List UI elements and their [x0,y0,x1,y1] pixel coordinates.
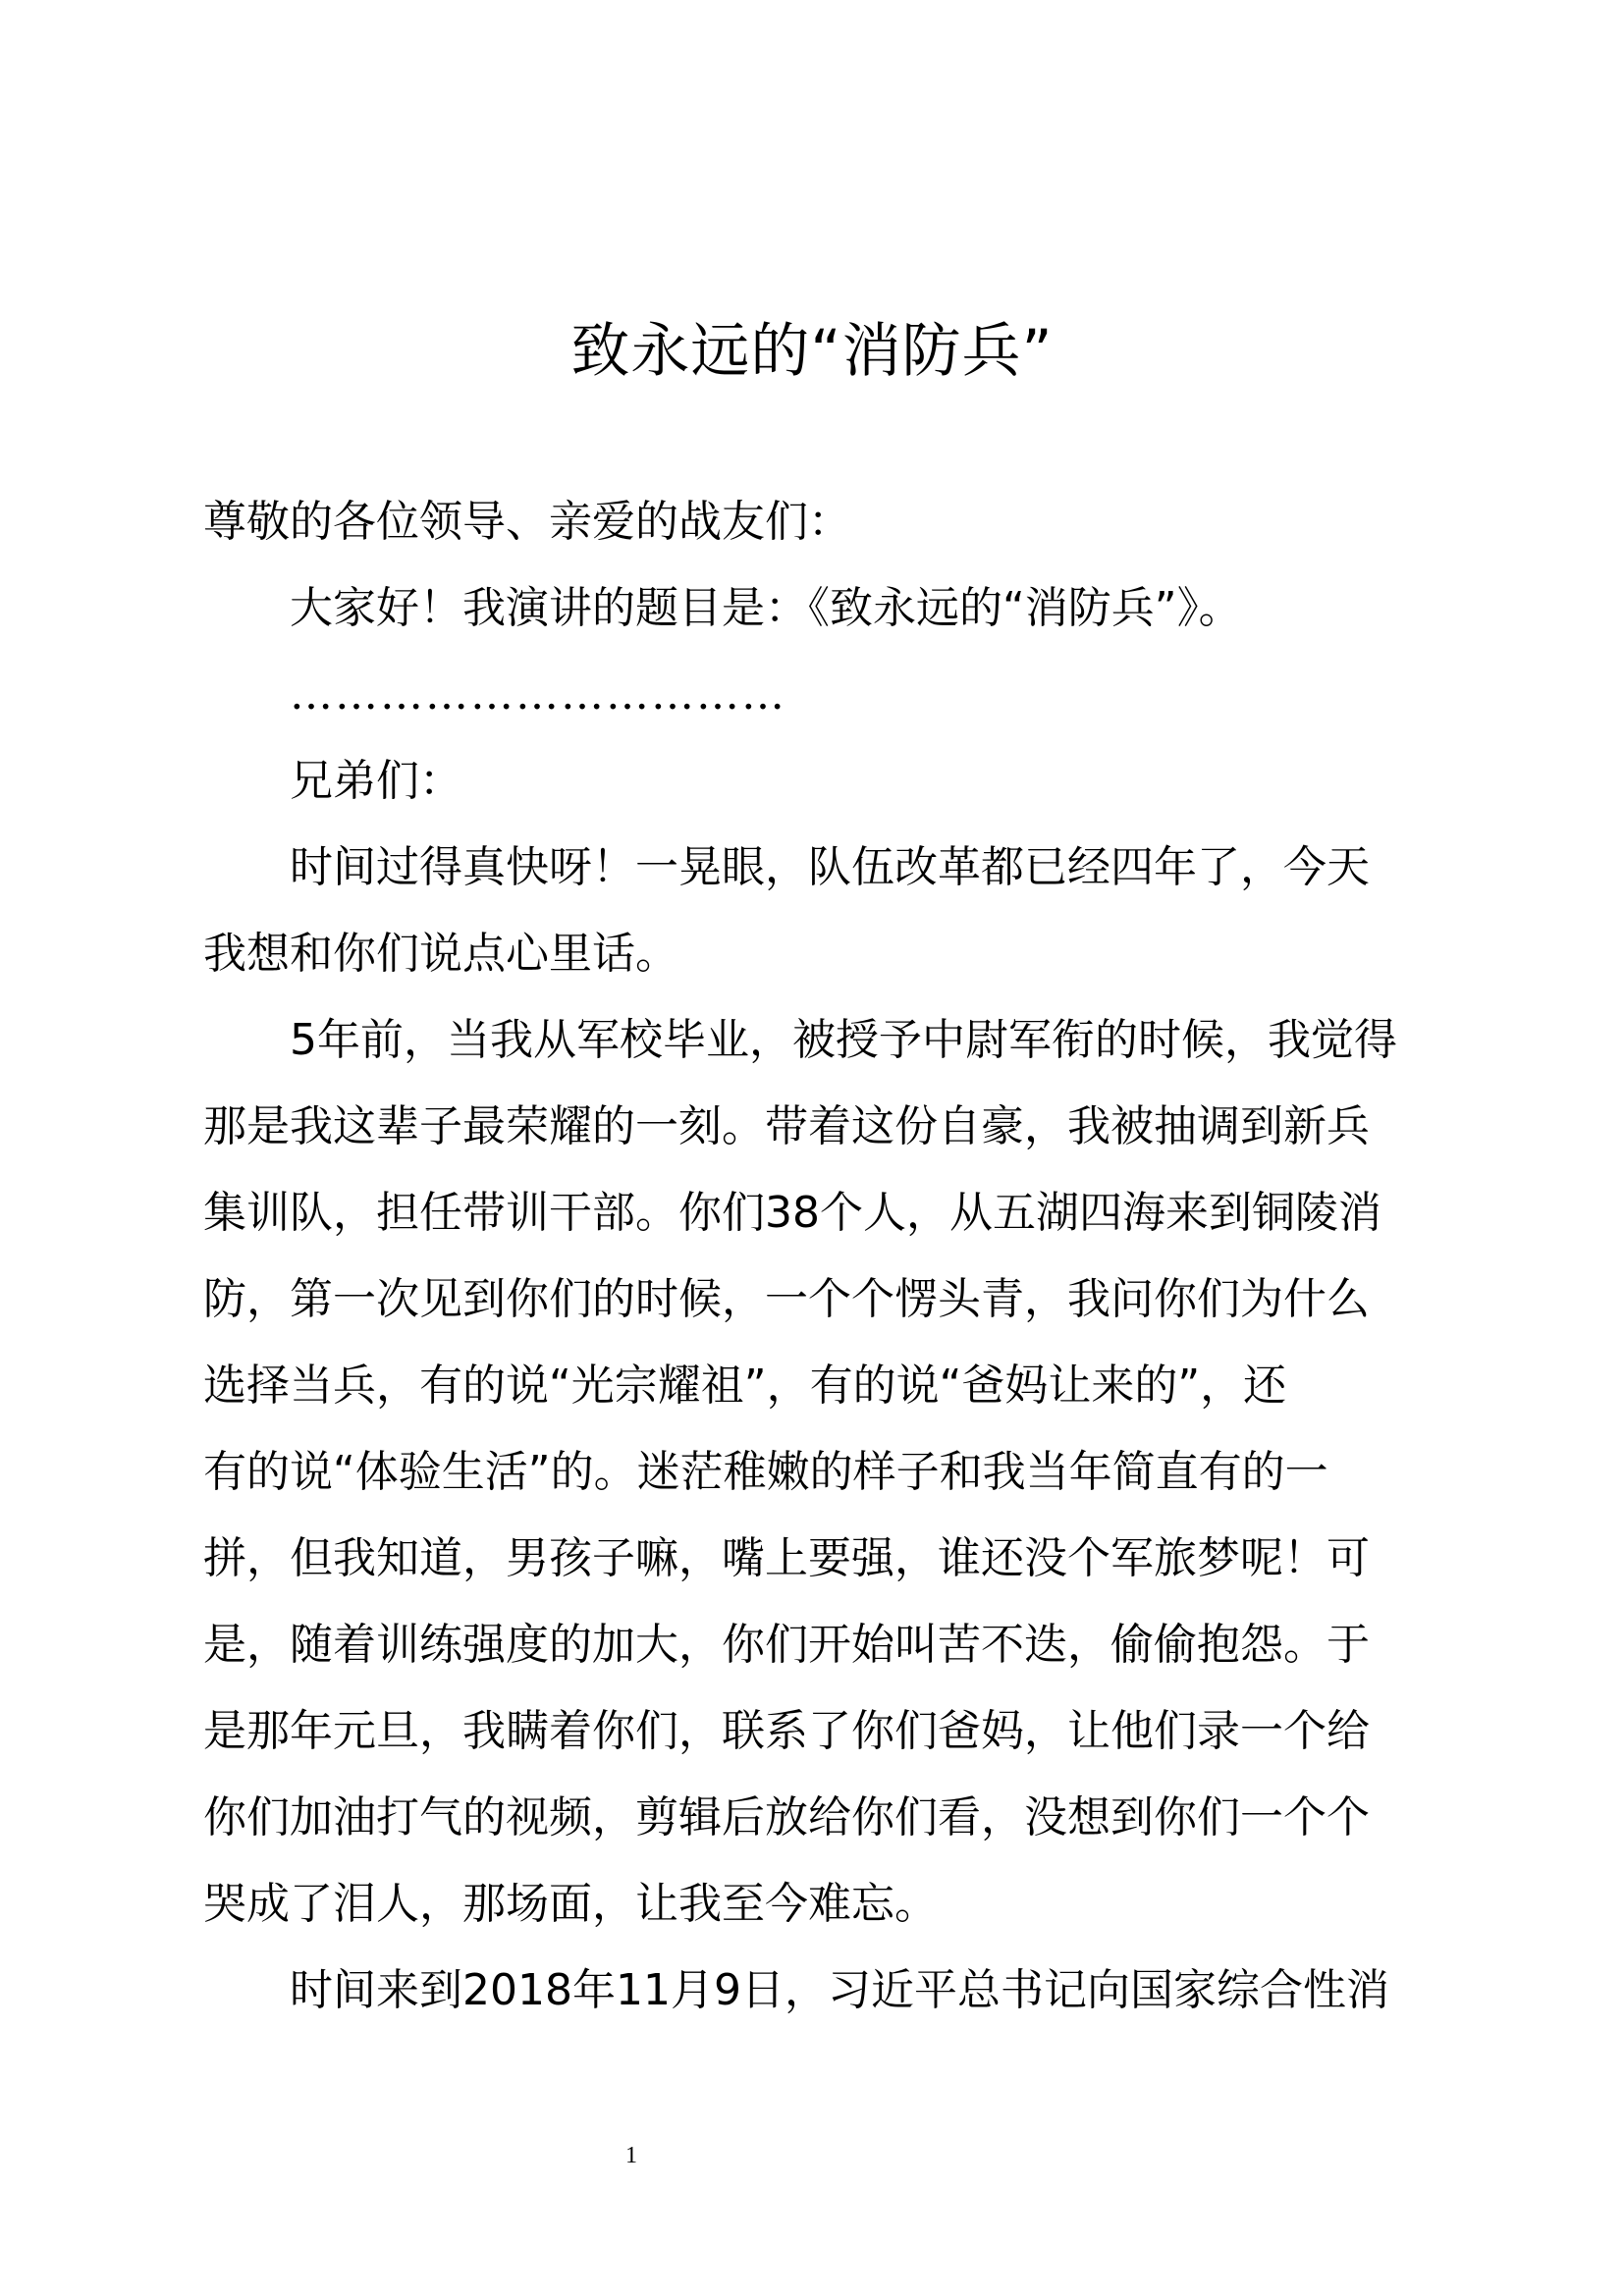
paragraph-line: 那是我这辈子最荣耀的一刻。带着这份自豪，我被抽调到新兵 [203,1101,1370,1151]
paragraph-line: 拼，但我知道，男孩子嘛，嘴上要强，谁还没个军旅梦呢！可 [203,1533,1370,1583]
paragraph-line: 集训队，担任带训干部。你们38个人，从五湖四海来到铜陵消 [203,1188,1381,1238]
paragraph-line: 是，随着训练强度的加大，你们开始叫苦不迭，偷偷抱怨。于 [203,1620,1370,1670]
paragraph-line: 你们加油打气的视频，剪辑后放给你们看，没想到你们一个个 [203,1792,1370,1842]
ellipsis-line: …………………………… [290,669,786,720]
document-body [203,479,1421,2034]
paragraph-line: 兄弟们： [290,756,462,806]
paragraph-line: 选择当兵，有的说“光宗耀祖”，有的说“爸妈让来的”，还 [203,1361,1287,1411]
paragraph-line: 我想和你们说点心里话。 [203,929,678,979]
salutation-line: 尊敬的各位领导、亲爱的战友们： [203,497,851,547]
paragraph-line: 哭成了泪人，那场面，让我至今难忘。 [203,1879,938,1929]
page-number: 1 [625,2143,637,2168]
paragraph-line: 时间来到2018年11月9日，习近平总书记向国家综合性消 [290,1965,1389,2015]
paragraph-line: 是那年元旦，我瞒着你们，联系了你们爸妈，让他们录一个给 [203,1706,1370,1756]
document-title: 致永远的“消防兵” [570,317,1054,386]
paragraph-line: 大家好！我演讲的题目是：《致永远的“消防兵”》。 [290,583,1242,633]
paragraph-line: 时间过得真快呀！一晃眼，队伍改革都已经四年了，今天 [290,842,1370,892]
paragraph-line: 防，第一次见到你们的时候，一个个愣头青，我问你们为什么 [203,1274,1370,1324]
paragraph-line: 有的说“体验生活”的。迷茫稚嫩的样子和我当年简直有的一 [203,1447,1328,1497]
paragraph-line: 5年前，当我从军校毕业，被授予中尉军衔的时候，我觉得 [290,1015,1397,1065]
